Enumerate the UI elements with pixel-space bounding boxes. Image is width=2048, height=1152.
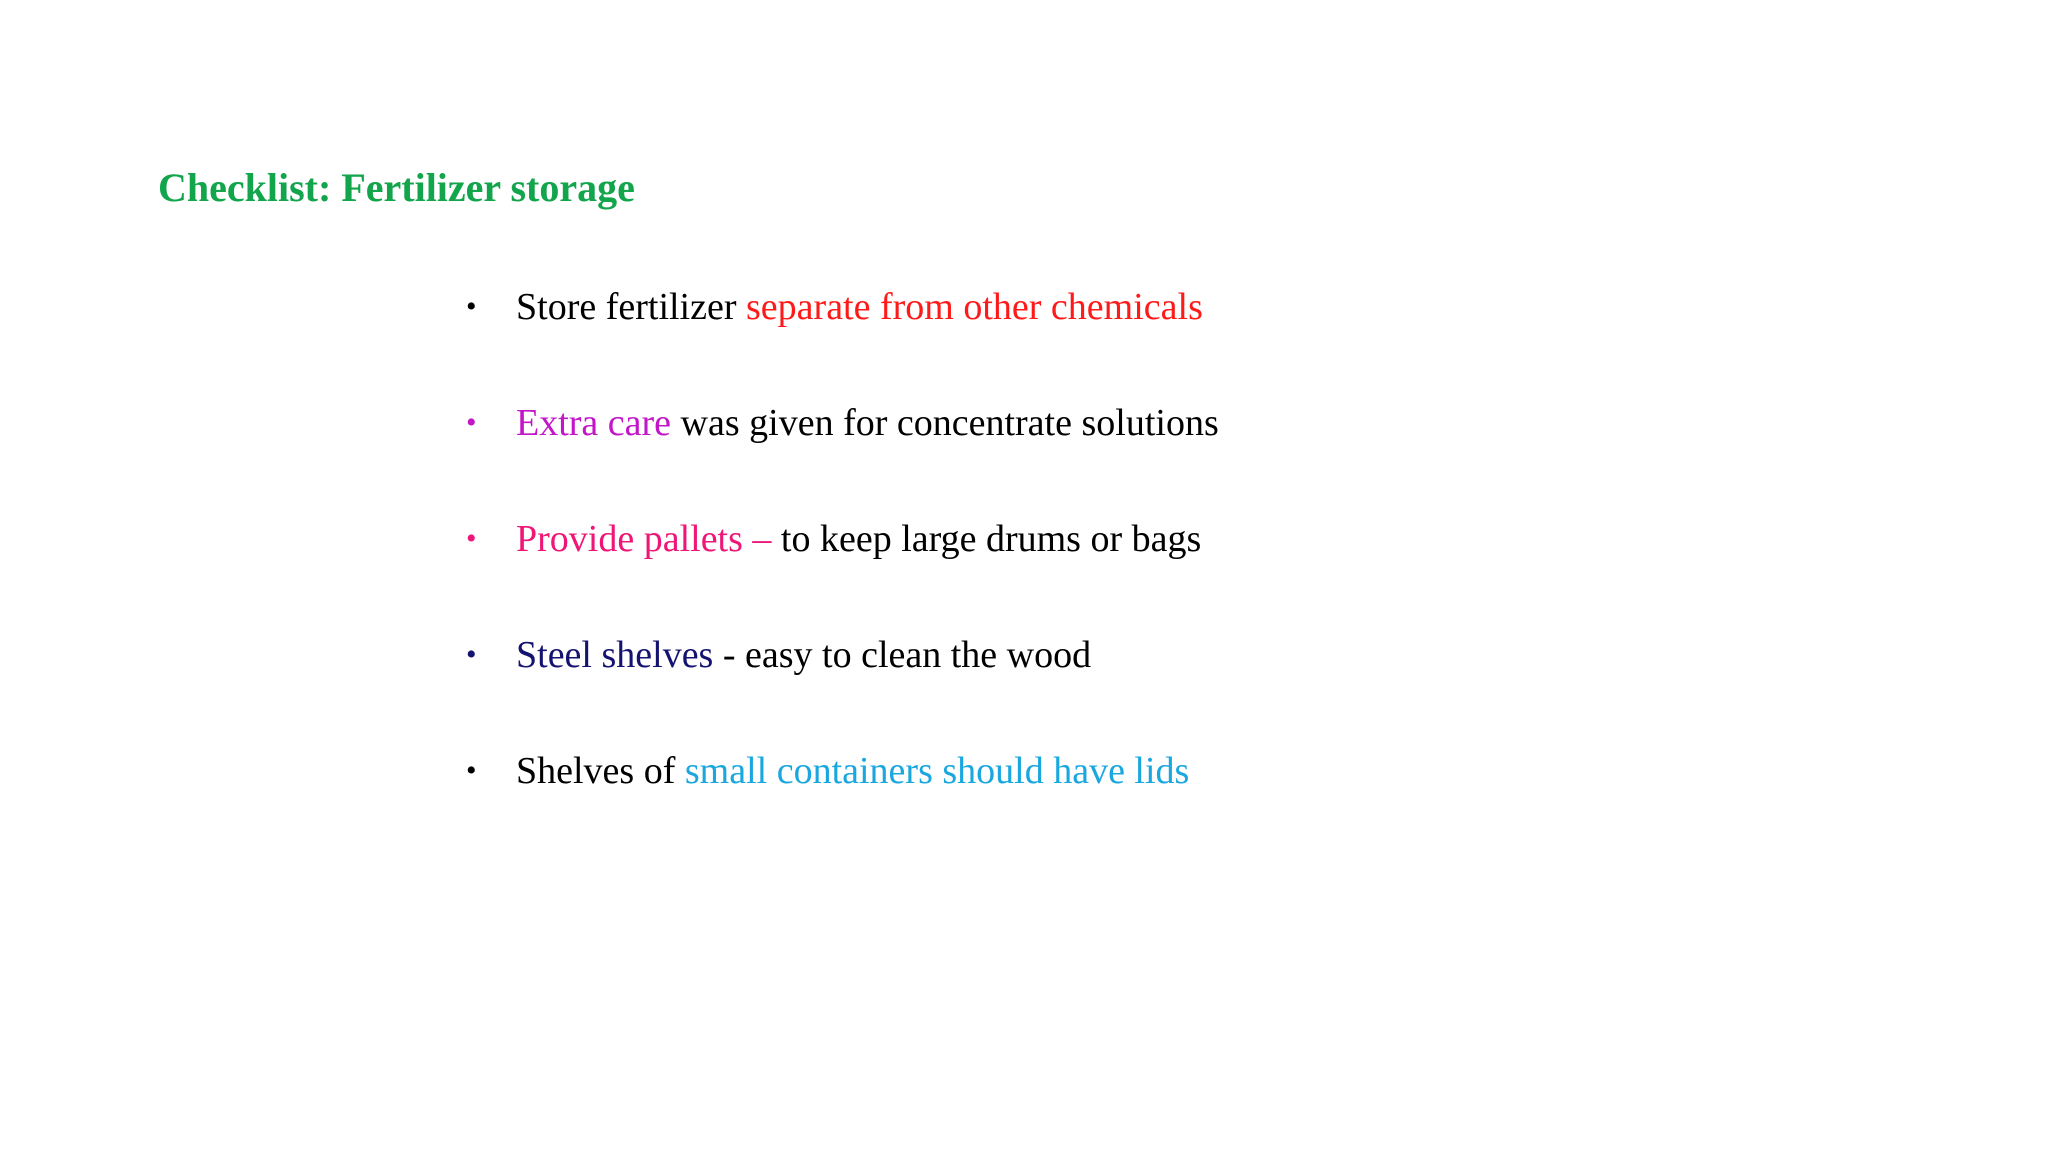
bullet-text	[516, 626, 1091, 684]
highlight-segment: small containers should have lids	[684, 750, 1190, 792]
text-segment: Shelves of	[516, 750, 685, 792]
highlight-segment: separate from other chemicals	[746, 286, 1203, 328]
bullet-text	[516, 742, 1189, 800]
bullet-text	[516, 278, 1203, 336]
text-segment: - easy to clean the wood	[713, 634, 1092, 676]
bullet-icon: •	[466, 638, 477, 671]
text-segment: Store fertilizer	[516, 286, 747, 328]
highlight-segment: Steel shelves	[516, 634, 714, 676]
highlight-segment: Extra care	[516, 402, 672, 444]
slide-title: Checklist: Fertilizer storage	[158, 165, 635, 210]
text-segment: to keep large drums or bags	[780, 518, 1202, 560]
bullet-icon: •	[466, 522, 477, 555]
bullet-icon: •	[466, 406, 477, 439]
highlight-segment: Provide pallets –	[516, 518, 781, 560]
bullet-icon: •	[466, 754, 477, 787]
bullet-icon: •	[466, 290, 477, 323]
bullet-text	[516, 394, 1219, 452]
text-segment: was given for concentrate solutions	[671, 402, 1219, 444]
bullet-text	[516, 510, 1201, 568]
